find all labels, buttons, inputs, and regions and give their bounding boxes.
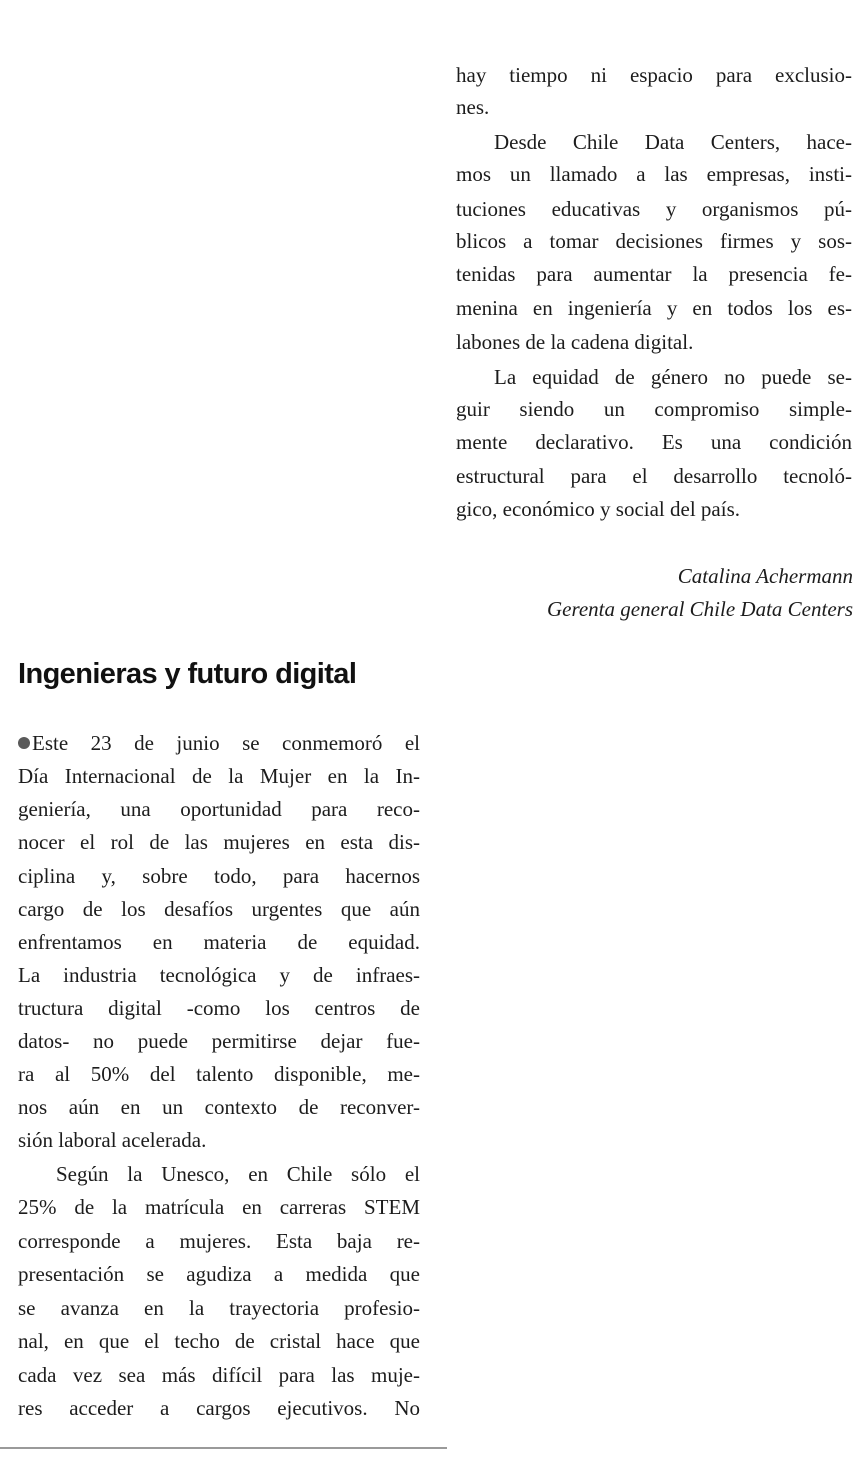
text-line: hay tiempo ni espacio para exclusio- (456, 63, 852, 87)
column-divider-rule (0, 1447, 447, 1449)
text-line: blicos a tomar decisiones firmes y sos- (456, 229, 852, 253)
text-line: menina en ingeniería y en todos los es- (456, 296, 852, 320)
text-line: guir siendo un compromiso simple- (456, 397, 852, 421)
text-line: corresponde a mujeres. Esta baja re- (18, 1229, 420, 1253)
text-line: nocer el rol de las mujeres en esta dis- (18, 830, 420, 854)
text-line: 25% de la matrícula en carreras STEM (18, 1195, 420, 1219)
text-line: res acceder a cargos ejecutivos. No (18, 1396, 420, 1420)
text-line: ciplina y, sobre todo, para hacernos (18, 864, 420, 888)
text-line: sión laboral acelerada. (18, 1128, 207, 1152)
signature-name: Catalina Achermann (677, 564, 853, 588)
text-line: tenidas para aumentar la presencia fe- (456, 262, 852, 286)
text-line: ra al 50% del talento disponible, me- (18, 1062, 420, 1086)
text-line: nos aún en un contexto de reconver- (18, 1095, 420, 1119)
text-line: gico, económico y social del país. (456, 497, 741, 521)
text-line: Según la Unesco, en Chile sólo el (56, 1162, 420, 1186)
text-line: enfrentamos en materia de equidad. (18, 930, 420, 954)
text-line: nal, en que el techo de cristal hace que (18, 1329, 420, 1353)
text-line: tructura digital -como los centros de (18, 996, 420, 1020)
text-line: mente declarativo. Es una condición (456, 430, 852, 454)
text-line: cada vez sea más difícil para las muje- (18, 1363, 420, 1387)
bullet-icon (18, 737, 30, 749)
signature-role: Gerenta general Chile Data Centers (546, 597, 853, 621)
text-line: Día Internacional de la Mujer en la In- (18, 764, 420, 788)
text-line: mos un llamado a las empresas, insti- (456, 162, 852, 186)
text-line: estructural para el desarrollo tecnoló- (456, 464, 852, 488)
text-line: La equidad de género no puede se- (494, 365, 852, 389)
text-line: datos- no puede permitirse dejar fue- (18, 1029, 420, 1053)
text-line (18, 727, 420, 759)
text-line: La industria tecnológica y de infraes- (18, 963, 420, 987)
text-line: tuciones educativas y organismos pú- (456, 197, 852, 221)
text-line: cargo de los desafíos urgentes que aún (18, 897, 420, 921)
text-line: geniería, una oportunidad para reco- (18, 797, 420, 821)
text-line: nes. (456, 95, 490, 119)
text-line-content: Este 23 de junio se conmemoró el (32, 731, 420, 755)
text-line: Desde Chile Data Centers, hace- (494, 130, 852, 154)
article-headline: Ingenieras y futuro digital (18, 658, 357, 690)
text-line: se avanza en la trayectoria profesio- (18, 1296, 420, 1320)
text-line: labones de la cadena digital. (456, 330, 694, 354)
text-line: presentación se agudiza a medida que (18, 1262, 420, 1286)
